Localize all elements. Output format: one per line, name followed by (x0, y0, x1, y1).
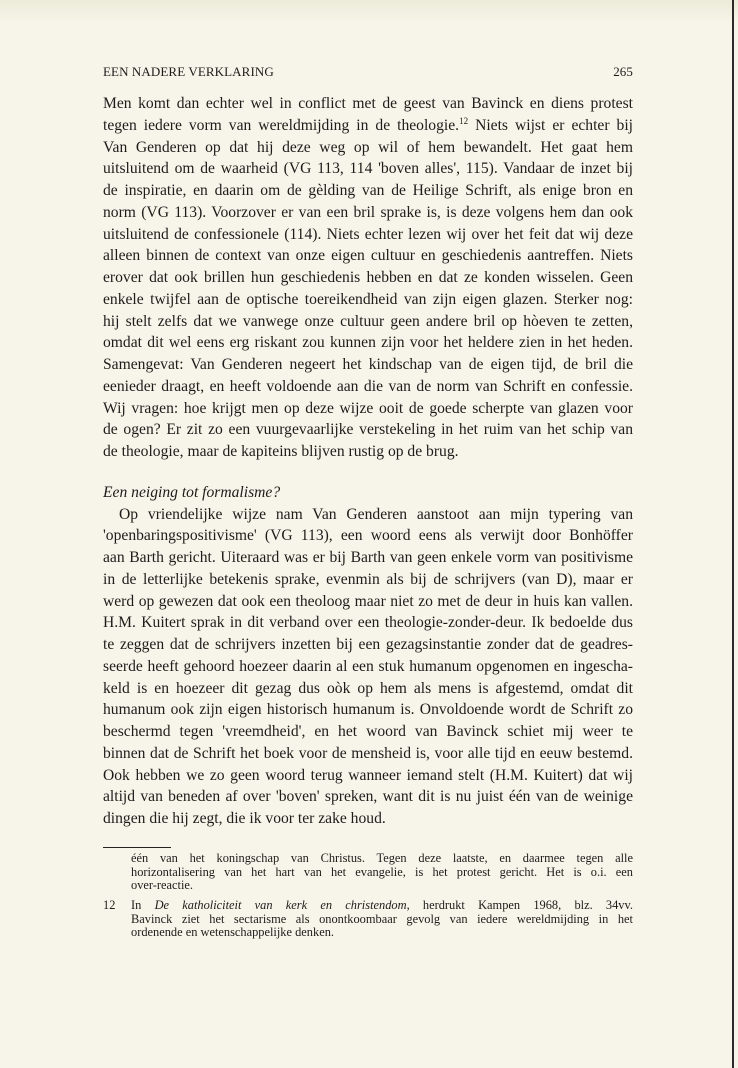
footnote-continued (103, 852, 633, 893)
footnote-12-rest (103, 913, 633, 940)
text-line: hij stelt zelfs dat we vanwege onze cultuur geen andere bril op hòeven te zetten, (103, 312, 633, 330)
section-heading: Een neiging tot formalisme? (103, 483, 281, 501)
text-line: uitsluitend om de waarheid (VG 113, 114 'boven alles', 115). Vandaar de inzet bij (103, 160, 633, 178)
footnote-number: 12 (103, 898, 116, 913)
text-line: Men komt dan echter wel in conflict met de geest van Bavinck en diens protest (103, 95, 633, 112)
paragraph-1 (103, 93, 633, 463)
scan-page-edge (732, 0, 734, 1068)
text-line: altijd van beneden af over 'boven' spreken, want dit is nu juist één van de weinige (103, 788, 633, 806)
scan-top-shadow (0, 0, 738, 22)
body-text (103, 93, 633, 830)
text-line: beschermd tegen 'vreemdheid', en het woord van Bavinck schiet mij weer te (103, 723, 633, 740)
text-segment: , herdrukt Kampen 1968, blz. 34vv. (406, 898, 633, 913)
footnote-line: horizontalisering van het hart van het evangelie, is het protest gericht. Het is o.i. een (131, 864, 633, 879)
text-line: alleen binnen de context van onze eigen cultuur en geschiedenis aantreffen. Niets (103, 247, 633, 265)
text-line: binnen dat de Schrift het boek voor de mensheid is, voor alle tijd en eeuw bestemd. (103, 744, 633, 762)
text-line: aan Barth gericht. Uiteraard was er bij Barth van geen enkele vorm van positivisme (103, 549, 633, 566)
text-line: werd op gewezen dat ook een theoloog maar niet zo met de deur in huis kan vallen. (103, 592, 633, 610)
footnote-line: één van het koningschap van Christus. Tegen deze laatste, en daarmee tegen alle (131, 851, 633, 865)
text-line: de theologie, maar de kapiteins blijven rustig op de brug. (103, 443, 459, 460)
footnote-ref-12[interactable]: 12 (459, 115, 469, 126)
text-line: in de letterlijke betekenis sprake, evenmin als bij de schrijvers (van D), maar er (103, 570, 633, 588)
footnotes (103, 852, 633, 940)
text-line: keld is en hoezeer dit gezag dus oòk op hem als mens is afgestemd, omdat dit (103, 679, 633, 697)
text-line: norm (VG 113). Voorzover er van een bril sprake is, is deze volgens hem dan ook (103, 203, 633, 221)
text-line: omdat dit wel eens erg riskant zou kunnen zijn voor het heldere zien in het heden. (103, 334, 633, 352)
text-line: humanum ook zijn eigen historisch humanum is. Onvoldoende wordt de Schrift zo (103, 701, 633, 719)
page-number: 265 (613, 64, 633, 79)
text-line: dingen die hij zegt, die ik voor ter zake houd. (103, 810, 386, 827)
text-line (103, 115, 633, 137)
text-segment: tegen iedere vorm van wereldmijding in de theologie. (103, 116, 460, 134)
footnote-line: Bavinck ziet het sectarisme als onontkoombaar gevolg van iedere wereldmijding in het (131, 911, 633, 926)
text-line: Ook hebben we zo geen woord terug wanneer iemand stelt (H.M. Kuitert) dat wij (103, 766, 633, 784)
text-line: Samengevat: Van Genderen negeert het kindschap van de eigen tijd, de bril die (103, 356, 633, 373)
text-segment: In (131, 898, 155, 913)
text-line: erover dat ook brillen hun geschiedenis hebben en dat ze konden wisselen. Geen (103, 269, 633, 286)
cited-title: De katholiciteit van kerk en christendom (154, 898, 407, 913)
text-line: Van Genderen op dat hij deze weg op wil of hem bewandelt. Het gaat hem (103, 138, 633, 156)
text-line: te zeggen dat de schrijvers inzetten bij een gezagsinstantie zonder dat de geadres- (103, 636, 633, 653)
text-line: de ogen? Er zit zo een vuurgevaarlijke verstekeling in het ruim van het schip van (103, 421, 633, 439)
text-segment: Niets wijst er echter bij (468, 116, 633, 134)
text-line: 'openbaringspositivisme' (VG 113), een woord eens als verwijt door Bonhöffer (103, 527, 633, 545)
footnote-line: over-reactie. (131, 878, 194, 893)
running-title: EEN NADERE VERKLARING (103, 64, 274, 79)
text-line: enkele twijfel aan de optische toereikendheid van zijn eigen glazen. Sterker nog: (103, 290, 633, 308)
text-line: Wij vragen: hoe krijgt men op deze wijze ooit de goede scherpte van glazen voor (103, 399, 633, 417)
text-line: uitsluitend de confessionele (114). Niets echter lezen wij over het feit dat wij deze (103, 225, 633, 243)
text-line: H.M. Kuitert sprak in dit verband over een theologie-zonder-deur. Ik bedoelde dus (103, 614, 633, 632)
paragraph-2 (103, 504, 633, 830)
running-header (103, 64, 633, 80)
footnote-line: ordenende en wetenschappelijke denken. (131, 925, 334, 940)
text-line: Op vriendelijke wijze nam Van Genderen aanstoot aan mijn typering van (119, 505, 633, 523)
footnote-rule (103, 847, 171, 848)
footnote-12 (103, 899, 633, 913)
text-line: de inspiratie, en daarin om de gèlding van de Heilige Schrift, als enige bron en (103, 182, 633, 199)
text-line: eenieder draagt, en heeft voldoende aan die van de norm van Schrift en confessie. (103, 377, 633, 395)
text-line: seerde heeft gehoord hoezeer daarin al een stuk humanum opgenomen en ingescha- (103, 657, 633, 675)
